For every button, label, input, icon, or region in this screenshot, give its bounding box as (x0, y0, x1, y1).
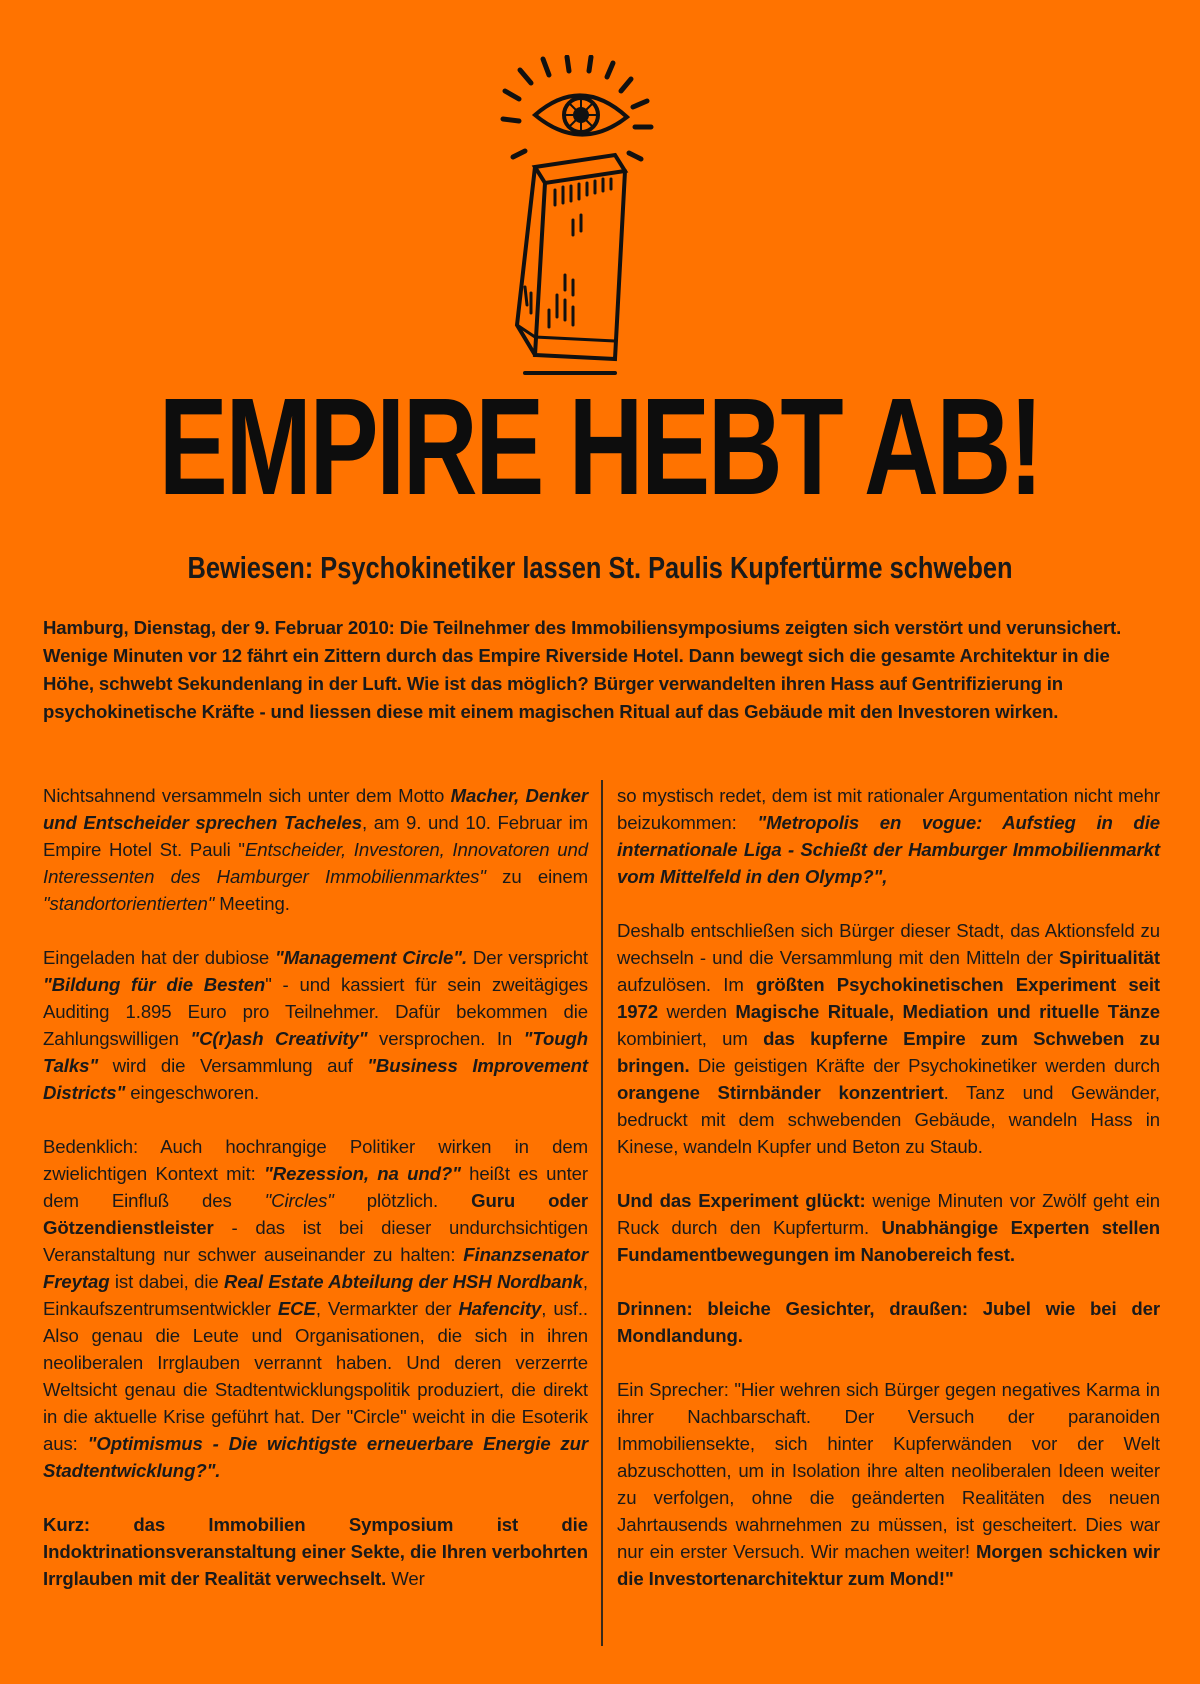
left-paragraph-2: Eingeladen hat der dubiose "Management Circle". Der verspricht "Bildung für die Besten" - und kassiert für sein zweitägiges Auditing 1.895 Euro pro Teilnehmer. Dafür bekommen die Zahlungswilligen "C(r)ash Creativity" versprochen. In "Tough Talks" wird die Versammlung auf "Business Improvement Districts" eingeschworen. (43, 947, 589, 1103)
right-paragraph-2: Deshalb entschließen sich Bürger dieser Stadt, das Aktionsfeld zu wechseln - und die Versammlung mit den Mitteln der Spiritualität aufzulösen. Im größten Psychokinetischen Experiment seit 1972 werden Magische Rituale, Mediation und rituelle Tänze kombiniert, um das kupferne Empire zum Schweben zu bringen. Die geistigen Kräfte der Psychokinetiker werden durch orangene Stirnbänder konzentriert. Tanz und Gewänder, bedruckt mit dem schwebenden Gebäude, wandeln Hass in Kinese, wandeln Kupfer und Beton zu Staub. (617, 920, 1160, 1157)
left-paragraph-4: Kurz: das Immobilien Symposium ist die Indoktrinationsveranstaltung einer Sekte, die Ihren verbohrten Irrglauben mit der Realität verwechselt. Wer (43, 1514, 588, 1589)
left-paragraph-1: Nichtsahnend versammeln sich unter dem Motto Macher, Denker und Entscheider sprechen Tacheles, am 9. und 10. Februar im Empire Hotel St. Pauli "Entscheider, Investoren, Innovatoren und Interessenten des Hamburger Immobilienmarktes" zu einem "standortorientierten" Meeting. (43, 785, 588, 914)
right-paragraph-1: so mystisch redet, dem ist mit rationaler Argumentation nicht mehr beizukommen: "Metropolis en vogue: Aufstieg in die internationale Liga - Schießt der Hamburger Immobilienmarkt vom Mittelfeld in den Olymp?", (617, 785, 1160, 887)
eye-levitating-tower-icon (495, 55, 670, 380)
lead-paragraph: Hamburg, Dienstag, der 9. Februar 2010: Die Teilnehmer des Immobiliensymposiums zeigten sich verstört und verunsichert. Wenige Minuten vor 12 fährt ein Zittern durch das Empire Riverside Hotel. Dann bewegt sich die gesamte Architektur in die Höhe, schwebt Sekundenlang in der Luft. Wie ist das möglich? Bürger verwandelten ihren Hass auf Gentrifizierung in psychokinetische Kräfte - und liessen diese mit einem magischen Ritual auf das Gebäude mit den Investoren wirken. (43, 617, 1122, 722)
headline: EMPIRE HEBT AB! (158, 370, 1042, 524)
right-paragraph-5: Ein Sprecher: "Hier wehren sich Bürger gegen negatives Karma in ihrer Nachbarschaft. Der Versuch der paranoiden Immobiliensekte, sich hinter Kupferwänden vor der Welt abzuschotten, um in Isolation ihre alten neoliberalen Ideen weiter zu verfolgen, ohne die geänderten Realitäten des neuen Jahrtausends wahrnehmen zu müssen, ist gescheitert. Dies war nur ein erster Versuch. Wir machen weiter! Morgen schicken wir die Investortenarchitektur zum Mond!" (617, 1379, 1160, 1589)
right-paragraph-4: Drinnen: bleiche Gesichter, draußen: Jubel wie bei der Mondlandung. (617, 1298, 1160, 1346)
left-paragraph-3: Bedenklich: Auch hochrangige Politiker wirken in dem zwielichtigen Kontext mit: "Rezession, na und?" heißt es unter dem Einfluß des "Circles" plötzlich. Guru oder Götzendienstleister - das ist bei dieser undurchsichtigen Veranstaltung nur schwer auseinander zu halten: Finanzsenator Freytag ist dabei, die Real Estate Abteilung der HSH Nordbank, Einkaufszentrumsentwickler ECE, Vermarkter der Hafencity, usf.. Also genau die Leute und Organisationen, die sich in ihren neoliberalen Irrglauben verrannt haben. Und deren verzerrte Weltsicht genau die Stadtentwicklungspolitik produziert, die direkt in die aktuelle Krise geführt hat. Der "Circle" weicht in die Esoterik aus: "Optimismus - Die wichtigste erneuerbare Energie zur Stadtentwicklung?". (43, 1136, 589, 1481)
subheadline: Bewiesen: Psychokinetiker lassen St. Paulis Kupfertürme schweben (187, 550, 1013, 585)
right-column (617, 782, 1160, 1619)
left-column (43, 782, 588, 1619)
right-paragraph-3: Und das Experiment glückt: wenige Minuten vor Zwölf geht ein Ruck durch den Kupferturm. Unabhängige Experten stellen Fundamentbewegungen im Nanobereich fest. (617, 1190, 1160, 1265)
column-divider (601, 780, 603, 1646)
